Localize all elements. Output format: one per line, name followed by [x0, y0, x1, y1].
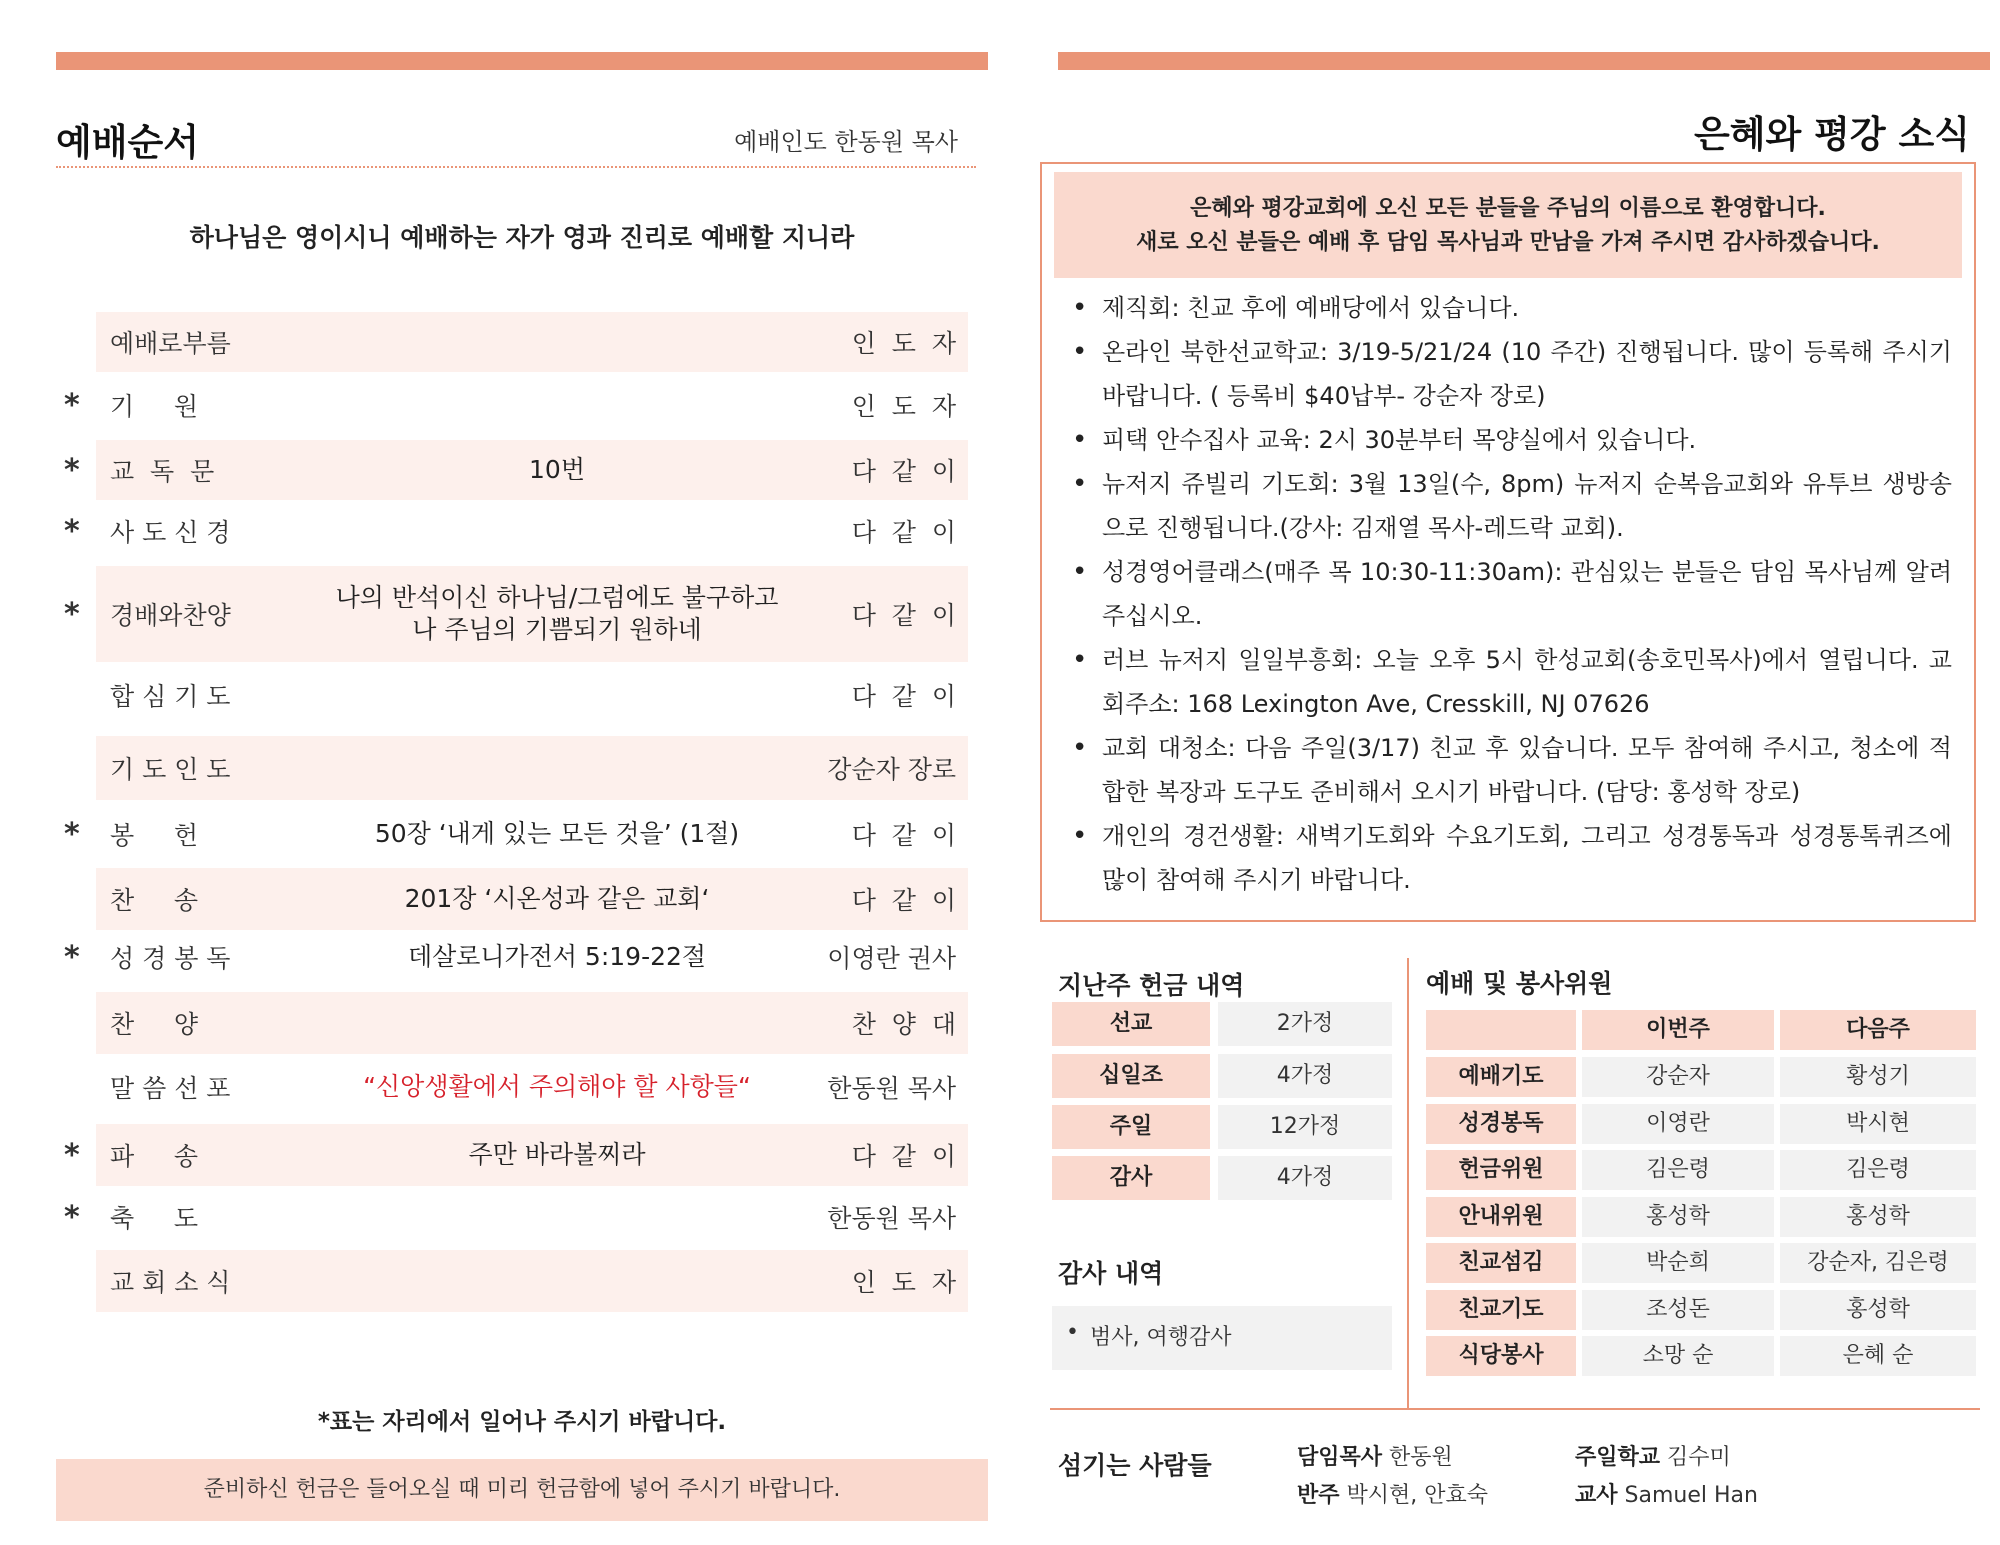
service-next-week: 황성기	[1780, 1057, 1976, 1097]
order-item-leader: 인 도 자	[851, 392, 956, 421]
standing-mark: *	[64, 513, 80, 549]
service-row	[1426, 1197, 1976, 1237]
sunday-school-name: 김수미	[1667, 1445, 1731, 1470]
horizontal-divider	[1050, 1408, 1980, 1410]
order-item-name: 예배로부름	[110, 329, 231, 358]
service-header-next-week: 다음주	[1780, 1010, 1976, 1050]
service-role: 예배기도	[1426, 1057, 1576, 1097]
order-item-leader: 다 같 이	[851, 457, 956, 486]
standing-mark: *	[64, 1137, 80, 1173]
offering-value: 4가정	[1218, 1156, 1392, 1200]
offering-row	[1052, 1105, 1392, 1149]
service-row	[1426, 1336, 1976, 1376]
service-this-week: 이영란	[1582, 1104, 1774, 1144]
order-item-content: 나의 반석이신 하나님/그럼에도 불구하고 나 주님의 기쁨되기 원하네	[335, 582, 779, 644]
offering-value: 2가정	[1218, 1002, 1392, 1046]
service-row	[1426, 1104, 1976, 1144]
staff-title: 섬기는 사람들	[1058, 1451, 1212, 1480]
order-item-leader: 인 도 자	[851, 1268, 956, 1297]
order-row	[64, 1188, 968, 1246]
order-item-leader: 한동원 목사	[827, 1204, 956, 1233]
worship-order-title: 예배순서	[56, 121, 199, 164]
service-this-week: 박순희	[1582, 1243, 1774, 1283]
order-item-leader: 인 도 자	[851, 329, 956, 358]
order-row	[96, 992, 968, 1054]
offering-value: 12가정	[1218, 1105, 1392, 1149]
offering-note: 준비하신 헌금은 들어오실 때 미리 헌금함에 넣어 주시기 바랍니다.	[56, 1459, 988, 1521]
order-item-leader: 다 같 이	[851, 682, 956, 711]
service-this-week: 홍성학	[1582, 1197, 1774, 1237]
news-item: • 성경영어클래스(매주 목 10:30-11:30am): 관심있는 분들은 담임 목사님께 알려주십시오.	[1072, 550, 1952, 638]
welcome-line-1: 은혜와 평강교회에 오신 모든 분들을 주님의 이름으로 환영합니다.	[1190, 196, 1826, 221]
service-role: 친교기도	[1426, 1290, 1576, 1330]
welcome-line-2: 새로 오신 분들은 예배 후 담임 목사님과 만남을 가져 주시면 감사하겠습니다.	[1136, 230, 1880, 255]
news-list	[1072, 286, 1952, 902]
thanks-title: 감사 내역	[1058, 1259, 1164, 1288]
order-row	[96, 1056, 968, 1118]
sunday-school-label: 주일학교	[1575, 1445, 1661, 1470]
service-this-week: 강순자	[1582, 1057, 1774, 1097]
stand-note: *표는 자리에서 일어나 주시기 바랍니다.	[317, 1409, 727, 1435]
order-item-leader: 다 같 이	[851, 518, 956, 547]
news-item: • 러브 뉴저지 일일부흥회: 오늘 오후 5시 한성교회(송호민목사)에서 열립니다. 교회주소: 168 Lexington Ave, Cresskill, NJ 07626	[1072, 638, 1952, 726]
offering-title: 지난주 헌금 내역	[1058, 971, 1245, 1000]
order-row	[64, 440, 968, 500]
vertical-divider	[1407, 958, 1409, 1410]
service-row	[1426, 1057, 1976, 1097]
welcome-message	[1054, 172, 1962, 278]
staff-pastor	[1297, 1440, 1453, 1471]
order-row	[96, 1250, 968, 1312]
offering-row	[1052, 1054, 1392, 1098]
worship-order-panel	[56, 0, 988, 1545]
teacher-label: 교사	[1575, 1483, 1618, 1508]
order-item-name: 말 씀 선 포	[110, 1074, 231, 1103]
standing-mark: *	[64, 452, 80, 488]
order-item-content: 주만 바라볼찌라	[468, 1139, 646, 1169]
service-header-row	[1426, 1010, 1976, 1050]
service-next-week: 홍성학	[1780, 1197, 1976, 1237]
service-header-this-week: 이번주	[1582, 1010, 1774, 1050]
offering-row	[1052, 1156, 1392, 1200]
service-next-week: 은혜 순	[1780, 1336, 1976, 1376]
standing-mark: *	[64, 387, 80, 423]
service-row	[1426, 1243, 1976, 1283]
order-item-leader: 찬 양 대	[851, 1010, 956, 1039]
worship-leader: 예배인도 한동원 목사	[734, 128, 958, 156]
accompanist-name: 박시현, 안효숙	[1346, 1483, 1489, 1508]
standing-mark: *	[64, 816, 80, 852]
service-this-week: 소망 순	[1582, 1336, 1774, 1376]
order-item-name: 파 송	[110, 1142, 199, 1171]
scripture-verse: 하나님은 영이시니 예배하는 자가 영과 진리로 예배할 지니라	[189, 223, 855, 252]
dotted-divider	[56, 166, 976, 168]
order-item-name: 기 도 인 도	[110, 755, 231, 784]
offering-label: 주일	[1052, 1105, 1210, 1149]
order-item-name: 찬 양	[110, 1010, 199, 1039]
service-next-week: 강순자, 김은령	[1780, 1243, 1976, 1283]
service-next-week: 김은령	[1780, 1150, 1976, 1190]
teacher-name: Samuel Han	[1624, 1483, 1758, 1508]
order-item-content: 10번	[529, 454, 585, 484]
service-row	[1426, 1290, 1976, 1330]
order-row	[64, 1124, 968, 1186]
service-this-week: 김은령	[1582, 1150, 1774, 1190]
thanks-box	[1052, 1306, 1392, 1370]
order-item-leader: 강순자 장로	[827, 755, 956, 784]
service-header-blank	[1426, 1010, 1576, 1050]
service-row	[1426, 1150, 1976, 1190]
offering-label: 감사	[1052, 1156, 1210, 1200]
order-row	[96, 868, 968, 930]
news-item: • 온라인 북한선교학교: 3/19-5/21/24 (10 주간) 진행됩니다. 많이 등록해 주시기 바랍니다. ( 등록비 $40납부- 강순자 장로)	[1072, 330, 1952, 418]
news-item: • 개인의 경건생활: 새벽기도회와 수요기도회, 그리고 성경통독과 성경통톡퀴즈에 많이 참여해 주시기 바랍니다.	[1072, 814, 1952, 902]
order-row	[64, 802, 968, 866]
order-row	[96, 666, 968, 724]
service-this-week: 조성돈	[1582, 1290, 1774, 1330]
standing-mark: *	[64, 939, 80, 975]
order-item-name: 축 도	[110, 1204, 199, 1233]
service-next-week: 홍성학	[1780, 1290, 1976, 1330]
service-role: 헌금위원	[1426, 1150, 1576, 1190]
order-row	[64, 376, 968, 434]
news-item: • 뉴저지 쥬빌리 기도회: 3월 13일(수, 8pm) 뉴저지 순복음교회와 유투브 생방송으로 진행됩니다.(강사: 김재열 목사-레드락 교회).	[1072, 462, 1952, 550]
pastor-label: 담임목사	[1297, 1445, 1383, 1470]
offering-label: 십일조	[1052, 1054, 1210, 1098]
order-item-content: 201장 ‘시온성과 같은 교회‘	[404, 883, 710, 913]
staff-accompanist	[1297, 1478, 1488, 1509]
order-row	[64, 928, 968, 986]
order-item-leader: 한동원 목사	[827, 1074, 956, 1103]
order-item-content: “신앙생활에서 주의해야 할 사항들“	[363, 1071, 751, 1101]
order-row	[96, 312, 968, 372]
standing-mark: *	[64, 596, 80, 632]
service-role: 친교섬김	[1426, 1243, 1576, 1283]
accompanist-label: 반주	[1297, 1483, 1340, 1508]
news-item: • 교회 대청소: 다음 주일(3/17) 친교 후 있습니다. 모두 참여해 주시고, 청소에 적합한 복장과 도구도 준비해서 오시기 바랍니다. (담당: 홍성학 장로)	[1072, 726, 1952, 814]
order-item-name: 봉 헌	[110, 821, 199, 850]
news-item: • 제직회: 친교 후에 예배당에서 있습니다.	[1072, 286, 1952, 330]
offering-row	[1052, 1002, 1392, 1046]
order-item-name: 사 도 신 경	[110, 518, 231, 547]
order-item-leader: 다 같 이	[851, 1142, 956, 1171]
order-row	[96, 736, 968, 800]
pastor-name: 한동원	[1389, 1445, 1453, 1470]
staff-sunday-school	[1575, 1440, 1731, 1471]
order-item-leader: 다 같 이	[851, 601, 956, 630]
order-item-name: 기 원	[110, 392, 199, 421]
service-role: 안내위원	[1426, 1197, 1576, 1237]
service-role: 성경봉독	[1426, 1104, 1576, 1144]
offering-value: 4가정	[1218, 1054, 1392, 1098]
order-item-name: 찬 송	[110, 886, 199, 915]
standing-mark: *	[64, 1199, 80, 1235]
order-row	[64, 566, 968, 662]
order-item-name: 성 경 봉 독	[110, 944, 231, 973]
order-item-content: 50장 ‘내게 있는 모든 것을’ (1절)	[374, 818, 740, 848]
staff-teacher	[1575, 1478, 1758, 1509]
news-item: • 피택 안수집사 교육: 2시 30분부터 목양실에서 있습니다.	[1072, 418, 1952, 462]
news-box	[1040, 162, 1976, 922]
right-top-bar	[1058, 52, 1990, 70]
thanks-item: • 범사, 여행감사	[1066, 1320, 1392, 1351]
service-next-week: 박시현	[1780, 1104, 1976, 1144]
order-item-name: 교 회 소 식	[110, 1268, 231, 1297]
order-item-leader: 다 같 이	[851, 886, 956, 915]
service-role: 식당봉사	[1426, 1336, 1576, 1376]
offering-label: 선교	[1052, 1002, 1210, 1046]
order-item-content: 데살로니가전서 5:19-22절	[407, 941, 707, 971]
news-title: 은혜와 평강 소식	[1694, 113, 1970, 156]
order-item-name: 합 심 기 도	[110, 682, 231, 711]
order-item-name: 경배와찬양	[110, 601, 231, 630]
order-item-name: 교 독 문	[110, 457, 215, 486]
order-item-leader: 이영란 권사	[827, 944, 956, 973]
service-title: 예배 및 봉사위원	[1426, 969, 1613, 998]
order-row	[64, 502, 968, 560]
order-item-leader: 다 같 이	[851, 821, 956, 850]
